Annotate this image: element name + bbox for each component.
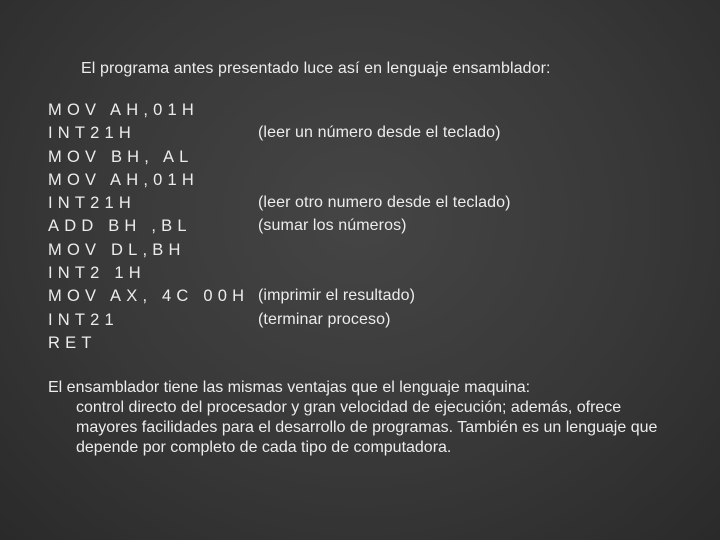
code-instruction: INT21H <box>48 194 137 213</box>
code-line <box>48 264 688 287</box>
code-line <box>48 311 688 334</box>
code-instruction: INT2 1H <box>48 264 146 283</box>
assembly-code-block <box>48 101 688 357</box>
code-instruction: INT21H <box>48 124 137 143</box>
code-comment: (leer otro numero desde el teclado) <box>258 194 511 212</box>
code-line <box>48 124 688 147</box>
code-line <box>48 217 688 240</box>
code-line <box>48 101 688 124</box>
code-instruction: MOV BH, AL <box>48 147 194 166</box>
paragraph-first-line: El ensamblador tiene las mismas ventajas que el lenguaje maquina: <box>48 379 531 396</box>
code-line <box>48 194 688 217</box>
paragraph-body: control directo del procesador y gran velocidad de ejecución; además, ofrece mayores facilidades para el desarrollo de programas. También es un lenguaje que depende por completo de cada tipo de computadora. <box>76 399 658 456</box>
code-comment: (terminar proceso) <box>258 310 391 328</box>
code-line <box>48 334 688 357</box>
code-line <box>48 241 688 264</box>
code-comment: (leer un número desde el teclado) <box>258 124 501 142</box>
code-instruction: MOV AH,01H <box>48 170 200 189</box>
slide-heading: El programa antes presentado luce así en lenguaje ensamblador: <box>81 60 551 77</box>
code-instruction: ADD BH ,BL <box>48 217 192 236</box>
code-instruction: MOV AH,01H <box>48 101 200 119</box>
explanation-paragraph <box>48 378 678 458</box>
code-line <box>48 171 688 194</box>
code-line <box>48 148 688 171</box>
code-comment: (sumar los números) <box>258 217 407 235</box>
code-comment: (imprimir el resultado) <box>258 287 415 305</box>
code-line <box>48 287 688 310</box>
code-instruction: MOV DL,BH <box>48 240 186 259</box>
code-instruction: RET <box>48 333 97 352</box>
code-instruction: INT21 <box>48 310 119 329</box>
code-instruction: MOV AX, 4C 00H <box>48 287 250 306</box>
